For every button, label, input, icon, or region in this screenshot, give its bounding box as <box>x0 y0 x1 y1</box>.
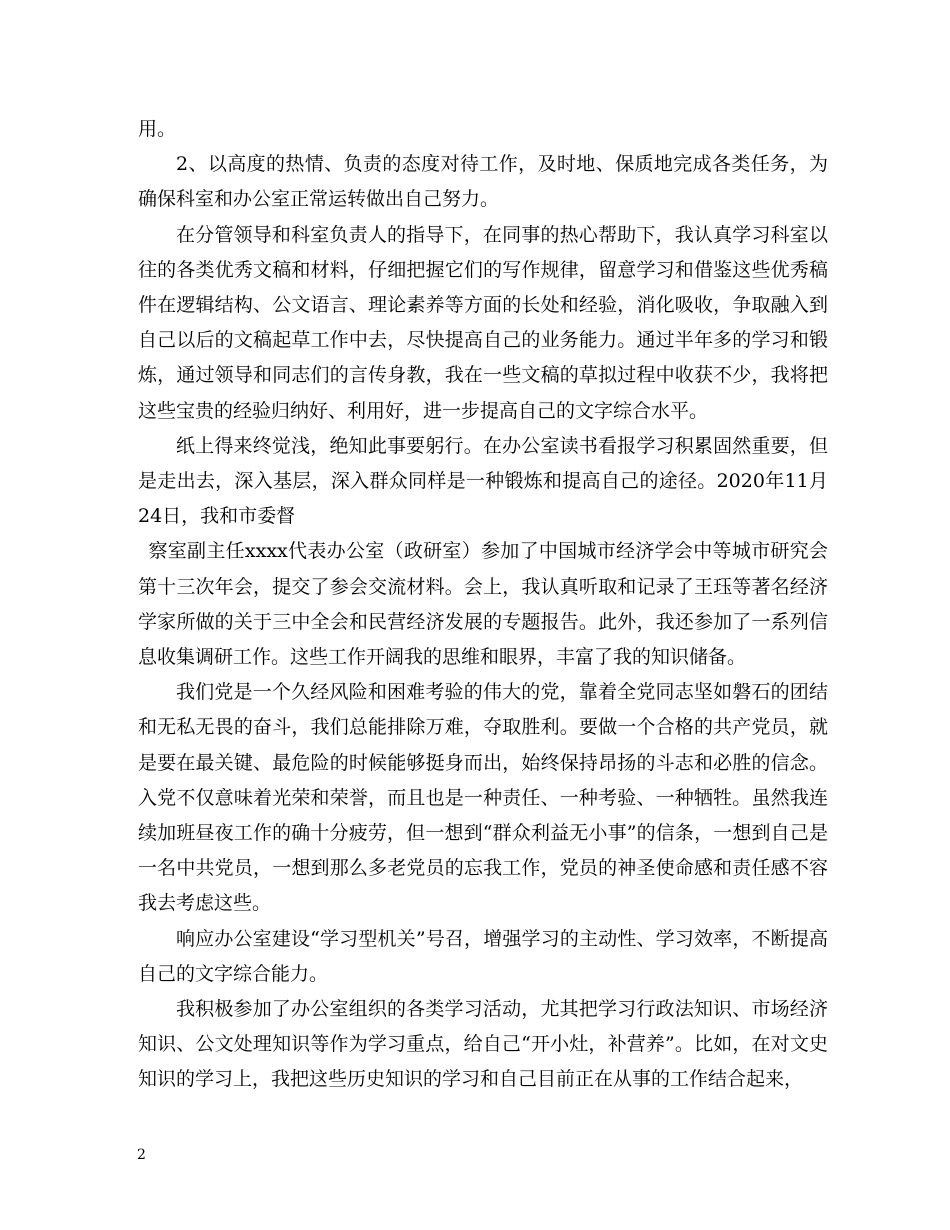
page-number: 2 <box>137 1147 146 1163</box>
paragraph-learning-organization: 响应办公室建设“学习型机关”号召，增强学习的主动性、学习效率，不断提高自己的文字综合能力。 <box>138 927 828 985</box>
paragraph-learning-drafts: 在分管领导和科室负责人的指导下，在同事的热心帮助下，我认真学习科室以往的各类优秀文稿和材料，仔细把握它们的写作规律，留意学习和借鉴这些优秀稿件在逻辑结构、公文语言、理论素养等方面的长处和经验，消化吸收，争取融入到自己以后的文稿起草工作中去，尽快提高自己的业务能力。通过半年多的学习和锻炼，通过领导和同志们的言传身教，我在一些文稿的草拟过程中收获不少，我将把这些宝贵的经验归纳好、利用好，进一步提高自己的文字综合水平。 <box>138 223 828 422</box>
paragraph-practice: 纸上得来终觉浅，绝知此事要躬行。在办公室读书看报学习积累固然重要，但是走出去，深入基层，深入群众同样是一种锻炼和提高自己的途径。2020年11月24日，我和市委督 <box>138 434 828 528</box>
document-body <box>138 112 828 1098</box>
paragraph-continuation: 用。 <box>138 118 177 140</box>
paragraph-party: 我们党是一个久经风险和困难考验的伟大的党，靠着全党同志坚如磐石的团结和无私无畏的奋斗，我们总能排除万难，夺取胜利。要做一个合格的共产党员，就是要在最关键、最危险的时候能够挺身而出，始终保持昂扬的斗志和必胜的信念。入党不仅意味着光荣和荣誉，而且也是一种责任、一种考验、一种牺牲。虽然我连续加班昼夜工作的确十分疲劳，但一想到“群众利益无小事”的信条，一想到自己是一名中共党员，一想到那么多老党员的忘我工作，党员的神圣使命感和责任感不容我去考虑这些。 <box>138 681 828 915</box>
paragraph-study-activities: 我积极参加了办公室组织的各类学习活动，尤其把学习行政法知识、市场经济知识、公文处理知识等作为学习重点，给自己“开小灶，补营养”。比如，在对文史知识的学习上，我把这些历史知识的学习和自己目前正在从事的工作结合起来， <box>138 998 828 1091</box>
paragraph-conference: 察室副主任xxxx代表办公室（政研室）参加了中国城市经济学会中等城市研究会第十三次年会，提交了参会交流材料。会上，我认真听取和记录了王珏等著名经济学家所做的关于三中全会和民营经济发展的专题报告。此外，我还参加了一系列信息收集调研工作。这些工作开阔我的思维和眼界，丰富了我的知识储备。 <box>138 540 828 669</box>
paragraph-task-completion: 2、以高度的热情、负责的态度对待工作，及时地、保质地完成各类任务，为确保科室和办公室正常运转做出自己努力。 <box>138 153 828 211</box>
